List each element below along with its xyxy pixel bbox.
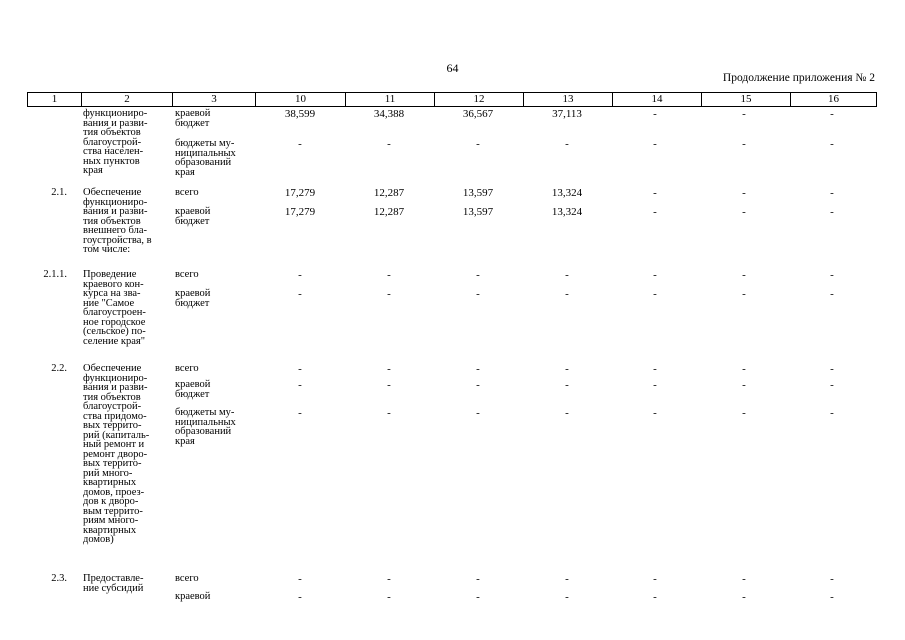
column-header: 2: [82, 93, 173, 106]
column-header: 16: [828, 93, 839, 105]
column-header: 10: [256, 93, 346, 106]
table-cell: -: [742, 269, 746, 281]
column-header: 12: [435, 93, 524, 106]
table-cell: -: [830, 573, 834, 585]
table-cell: -: [387, 591, 391, 603]
table-cell: -: [742, 187, 746, 199]
table-cell: -: [830, 363, 834, 375]
source-label: всего: [175, 269, 199, 280]
table-cell: -: [742, 573, 746, 585]
source-label: краевой: [175, 591, 211, 602]
table-cell: -: [476, 407, 480, 419]
table-cell: -: [298, 138, 302, 150]
table-cell: -: [476, 591, 480, 603]
table-cell: 17,279: [284, 187, 316, 199]
table-cell: 12,287: [373, 206, 405, 218]
table-cell: -: [565, 573, 569, 585]
table-cell: -: [565, 138, 569, 150]
table-cell: 12,287: [373, 187, 405, 199]
source-label: бюджеты му- ниципальных образований края: [175, 138, 236, 178]
table-cell: -: [565, 288, 569, 300]
table-cell: -: [653, 363, 657, 375]
table-cell: -: [742, 407, 746, 419]
page-number: 64: [446, 61, 459, 75]
source-label: краевой бюджет: [175, 288, 211, 309]
table-cell: -: [830, 407, 834, 419]
column-header: 1: [28, 93, 82, 106]
table-cell: 13,597: [462, 187, 494, 199]
row-number: 2.3.: [51, 573, 67, 584]
table-cell: -: [565, 363, 569, 375]
table-cell: -: [565, 269, 569, 281]
table-cell: -: [476, 269, 480, 281]
continuation-note: Продолжение приложения № 2: [722, 72, 875, 84]
table-cell: 17,279: [284, 206, 316, 218]
table-cell: -: [298, 363, 302, 375]
column-header: 3: [173, 93, 256, 106]
table-cell: -: [653, 288, 657, 300]
source-label: всего: [175, 363, 199, 374]
table-cell: -: [476, 363, 480, 375]
source-label: краевой бюджет: [175, 206, 211, 227]
column-header: 11: [346, 93, 435, 106]
table-cell: -: [830, 379, 834, 391]
table-cell: -: [298, 591, 302, 603]
table-cell: -: [298, 288, 302, 300]
table-cell: -: [387, 138, 391, 150]
table-cell: -: [742, 206, 746, 218]
row-name: Обеспечение функциониро- вания и разви- тия объектов благоустрой- ства придомо- вых террито- рий (капиталь- ный ремонт и ремонт дворо- вых террито- рий много- квартирных домов, проез- дов к дворо- вым террито- риям много- квартирных домов): [83, 363, 150, 545]
source-label: бюджеты му- ниципальных образований края: [175, 407, 236, 447]
table-cell: -: [387, 407, 391, 419]
row-number: 2.1.1.: [43, 269, 67, 280]
table-cell: -: [830, 187, 834, 199]
table-cell: -: [830, 108, 834, 120]
row-number: 2.2.: [51, 363, 67, 374]
table-cell: -: [653, 269, 657, 281]
table-cell: -: [742, 138, 746, 150]
source-label: краевой бюджет: [175, 379, 211, 400]
row-name: Проведение краевого кон- курса на зва- ние "Самое благоустроен- ное городское (сельское) по- селение края": [83, 269, 146, 347]
source-label: всего: [175, 573, 199, 584]
table-cell: -: [742, 591, 746, 603]
table-cell: -: [742, 108, 746, 120]
table-cell: -: [830, 591, 834, 603]
table-cell: -: [476, 288, 480, 300]
table-cell: -: [830, 269, 834, 281]
table-cell: -: [653, 573, 657, 585]
table-cell: -: [298, 407, 302, 419]
table-cell: -: [830, 206, 834, 218]
table-cell: 13,324: [551, 206, 583, 218]
table-cell: -: [387, 573, 391, 585]
column-header: 15: [702, 93, 791, 106]
row-name: Предоставле- ние субсидий: [83, 573, 144, 594]
table-cell: -: [387, 363, 391, 375]
table-cell: -: [298, 269, 302, 281]
table-cell: -: [653, 187, 657, 199]
table-cell: -: [387, 288, 391, 300]
table-cell: -: [653, 591, 657, 603]
table-cell: 38,599: [284, 108, 316, 120]
table-cell: -: [653, 138, 657, 150]
row-number: 2.1.: [51, 187, 67, 198]
table-cell: -: [565, 379, 569, 391]
table-cell: -: [565, 407, 569, 419]
row-name: функциониро- вания и разви- тия объектов благоустрой- ства населен- ных пунктов края: [83, 108, 148, 176]
row-name: Обеспечение функциониро- вания и разви- тия объектов внешнего бла- гоустройства, в том числе:: [83, 187, 152, 255]
table-cell: -: [298, 379, 302, 391]
table-cell: 13,597: [462, 206, 494, 218]
source-label: краевой бюджет: [175, 108, 211, 129]
table-cell: -: [476, 573, 480, 585]
table-cell: 36,567: [462, 108, 494, 120]
table-cell: -: [476, 379, 480, 391]
table-cell: 34,388: [373, 108, 405, 120]
table-cell: 13,324: [551, 187, 583, 199]
table-cell: -: [565, 591, 569, 603]
table-cell: -: [387, 269, 391, 281]
table-cell: 37,113: [552, 108, 582, 120]
table-cell: -: [742, 288, 746, 300]
column-header: 13: [524, 93, 613, 106]
table-cell: -: [830, 288, 834, 300]
table-cell: -: [742, 363, 746, 375]
table-cell: -: [653, 108, 657, 120]
table-cell: -: [742, 379, 746, 391]
table-cell: -: [653, 206, 657, 218]
table-header: [27, 92, 877, 107]
table-cell: -: [653, 407, 657, 419]
column-header: 14: [613, 93, 702, 106]
table-cell: -: [653, 379, 657, 391]
table-cell: -: [298, 573, 302, 585]
table-cell: -: [476, 138, 480, 150]
source-label: всего: [175, 187, 199, 198]
table-cell: -: [830, 138, 834, 150]
table-cell: -: [387, 379, 391, 391]
